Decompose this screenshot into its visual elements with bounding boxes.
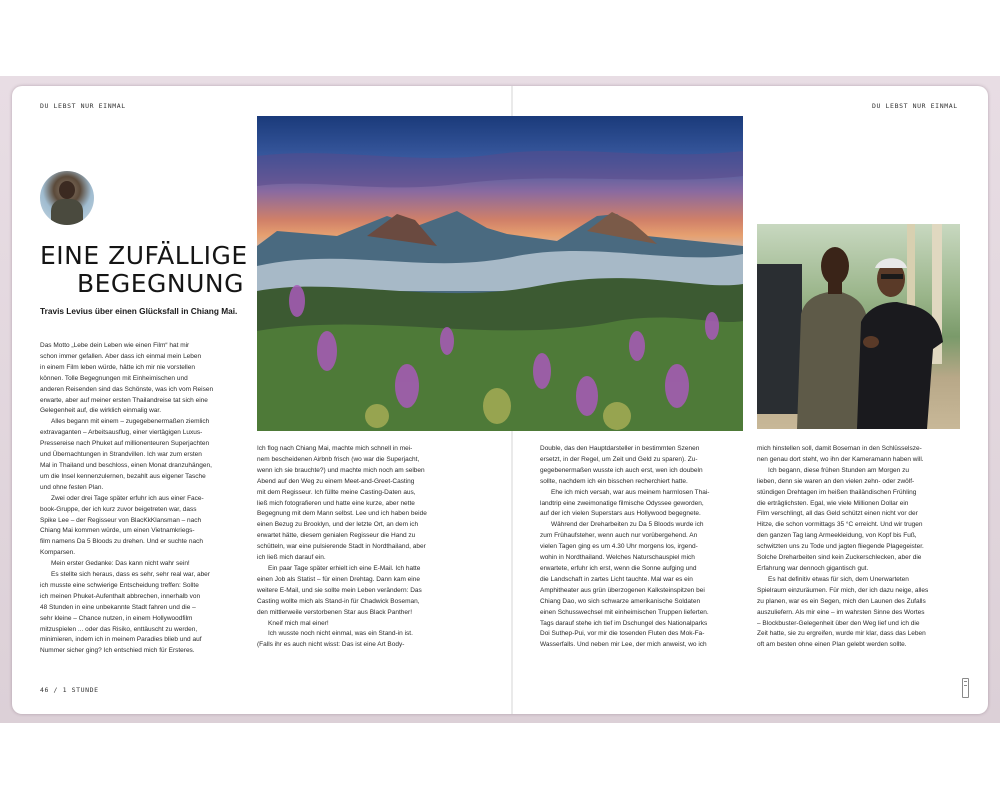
text-column-1 [40,341,243,657]
text-line: oft am besten ohne einen Plan gelebt werden sollte. [757,641,907,649]
text-line: Ich flog nach Chiang Mai, machte mich schnell in mei- [257,445,413,452]
text-line: Hitze, die schon vormittags 35 °C erreicht. Und wir trugen [757,521,923,529]
text-line: weitere E-Mail, und sie sollte mein Leben verändern: Das [257,586,422,594]
text-line: vielen Tagen ging es um 4.30 Uhr morgens los, irgend- [540,543,698,551]
text-line: Doi Suthep-Pui, vor mir die tosenden Fluten des Mok-Fa- [540,630,705,638]
text-line: stündigen Drehtagen im heißen thailändischen Frühling [757,488,917,496]
text-line: mitzuspielen ... oder das Risiko, enttäuscht zu werden, [40,625,198,633]
text-line: mich hinstellen soll, damit Boseman in den Schlüsselsze- [757,445,922,452]
text-line: erwartet hätte, diesem genialen Regisseur die Hand zu [257,532,416,540]
avatar-head-shape [59,181,75,199]
text-line: erwartete, erfuhr ich erst, wenn die Sonne aufging und [540,564,697,572]
text-line: Es stellte sich heraus, dass es sehr, sehr real war, aber [51,571,210,579]
text-line: Zeit hatte, sie zu ergreifen, wurde mir klar, dass das Leben [757,630,926,638]
text-line: Mal in Thailand und beschloss, einen Monat dranzuhängen, [40,461,212,469]
text-line: nen genau dort steht, wo ihn der Kameramann haben will. [757,455,924,463]
bookmark-icon [962,678,969,698]
text-line: wenn ich sie brauchte?) und machte mich noch am selben [257,466,425,474]
text-line: Komparsen. [40,549,76,557]
text-line: Film verschlingt, all das Geld schützt einen nicht vor der [757,510,918,518]
text-line: (Falls ihr es auch nicht wisst: Das ist eine Art Body- [257,641,405,649]
text-line: Tags darauf stehe ich tief im Dschungel des Nationalparks [540,619,708,627]
text-line: erwarte, aber auf meiner ersten Thailandreise tat sich eine [40,396,208,404]
text-line: und ohne festen Plan. [40,483,104,491]
text-line: ließ mich fotografieren und hatte eine kurze, aber nette [257,499,415,507]
text-line: Chiang Dao, wo sich schwarze amerikanische Soldaten [540,597,701,605]
text-line: sollte, nachdem ich ein bisschen recherchiert hatte. [540,477,688,485]
text-line: den ganzen Tag lang Armeekleidung, von Kopf bis Fuß, [757,532,917,540]
text-line: film namens Da 5 Bloods zu drehen. Und er suchte nach [40,538,203,546]
text-line: Ein paar Tage später erhielt ich eine E-Mail. Ich hatte [268,564,421,572]
portrait-illustration [757,224,960,429]
avatar-torso-shape [51,199,83,225]
text-line: Alles begann mit einem – zugegebenermaßen ziemlich [51,418,210,426]
text-line: Wasserfalls. Und neben mir Lee, der mich anweist, wo ich [540,641,707,649]
text-line: zu planen, war es ein Segen, mich den Launen des Zufalls [757,597,926,605]
text-line: Amphitheater aus grün überzogenen Kalksteinspitzen bei [540,586,705,594]
text-line: Während der Dreharbeiten zu Da 5 Bloods wurde ich [551,521,704,529]
text-line: Spielraum einzuräumen. Für mich, der ich dazu neige, alles [757,586,929,594]
text-line: Spike Lee – der Regisseur von BlacKkKlansman – nach [40,516,202,524]
text-line: wohin in Nordthailand. Welches Naturschauspiel mich [540,554,695,562]
text-line: lieben, denn sie waren an den vielen zehn- oder zwölf- [757,477,915,485]
text-line: in einem Film leben würde, hätte ich mir nie vorstellen [40,363,195,371]
text-line: Begegnung mit dem Mann selbst. Lee und ich haben beide [257,510,427,518]
text-line: einen Job als Statist – für einen Drehtag. Dann kam eine [257,575,420,583]
text-line: Mein erster Gedanke: Das kann nicht wahr sein! [51,560,190,568]
article-subtitle: Travis Levius über einen Glücksfall in Chiang Mai. [40,306,238,316]
text-line: anderen Reisenden sind das Schönste, was ich vom Reisen [40,385,214,393]
text-line: zum Frühaufsteher, wenn auch nur vorübergehend. An [540,532,698,540]
text-line: book-Gruppe, der ich kurz zuvor beigetreten war, dass [40,505,197,513]
text-line: minimieren, indem ich in meinem Paradies blieb und auf [40,636,202,644]
text-line: 48 Stunden in eine unbekannte Stadt fahren und die – [40,603,196,611]
text-line: extravaganten – Arbeitsausflug, einer viertägigen Luxus- [40,429,203,437]
text-line: ich musste eine schwierige Entscheidung treffen: Sollte [40,581,199,589]
page-folio: 46 / 1 STUNDE [40,686,99,694]
landscape-illustration [257,116,743,431]
text-line: Ich begann, diese frühen Stunden am Morgen zu [768,466,909,474]
text-column-2 [257,444,462,651]
text-line: schwitzten uns zu Tode und jagten fliegende Plagegeister. [757,543,924,551]
text-line: sehr kleine – Chance nutzen, in einem Hollywoodfilm [40,614,193,622]
text-line: ich meinen Phuket-Aufenthalt abbrechen, innerhalb von [40,592,201,600]
text-line: einen Schusswechsel mit einheimischen Truppen lieferten. [540,608,709,616]
text-line: um die Insel kennenzulernen, bezahlt aus eigener Tasche [40,472,206,480]
text-line: auf der ich vielen Superstars aus Hollywood begegnete. [540,510,701,518]
text-line: einen Bezug zu Brooklyn, und der letzte Ort, an dem ich [257,521,419,529]
text-line: Double, das den Hauptdarsteller in bestimmten Szenen [540,445,700,452]
article-title-line2: BEGEGNUNG [76,269,244,298]
text-line: Zwei oder drei Tage später erfuhr ich aus einer Face- [51,494,204,502]
author-avatar [40,171,94,225]
running-head-left: DU LEBST NUR EINMAL [40,102,126,110]
text-line: den mittlerweile verstorbenen Star aus Black Panther! [257,608,412,616]
article-title [40,241,248,298]
text-column-3 [540,444,745,651]
landscape-photo [257,116,743,431]
text-line: Casting wollte mich als Stand-in für Chadwick Boseman, [257,597,420,605]
text-line: schütteln, war eine pulsierende Stadt in Nordthailand, aber [257,543,426,551]
text-line: die erträglichsten. Egal, wie viele Millionen Dollar ein [757,499,909,507]
text-line: Chiang Mai kommen würde, um einen Vietnamkriegs- [40,527,195,535]
text-line: nem bescheidenen Airbnb frisch (wo war die Superjacht, [257,455,420,463]
portrait-photo [757,224,960,429]
text-line: Das Motto „Lebe dein Leben wie einen Film“ hat mir [40,342,190,349]
text-line: Pressereise nach Phuket auf millionenteuren Superjachten [40,440,210,448]
text-line: Gelegenheit auf, die wirklich einmalig war. [40,407,162,415]
text-line: Nummer sicher ging? Ich entschied mich für Ersteres. [40,647,195,655]
text-line: Solche Dreharbeiten sind kein Zuckerschlecken, aber die [757,554,922,562]
text-line: und Übernachtungen in Strandvillen. Ich war zum ersten [40,451,202,459]
text-line: die Landschaft in zartes Licht tauchte. Mal war es ein [540,575,693,583]
text-line: Kneif mich mal einer! [268,619,329,627]
text-line: ich ließ mich darauf ein. [257,554,326,562]
text-line: Es hat definitiv etwas für sich, dem Unerwarteten [768,575,909,583]
text-line: Ehe ich mich versah, war aus meinem harmlosen Thai- [551,488,710,496]
text-line: mit dem Regisseur. Ich füllte meine Casting-Daten aus, [257,488,416,496]
text-line: schon immer gefallen. Aber dass ich einmal mein Leben [40,352,202,360]
text-column-4 [757,444,962,651]
text-line: gegebenermaßen wusste ich auch erst, wen ich doubeln [540,466,703,474]
article-title-line1: EINE ZUFÄLLIGE [40,241,248,270]
text-line: können. Tolle Begegnungen mit Einheimischen und [40,374,188,382]
text-line: landtrip eine zweimonatige filmische Odyssee geworden, [540,499,704,507]
text-line: Abend auf den Weg zu einem Meet-and-Greet-Casting [257,477,415,485]
text-line: auszuliefern. Als mir eine – im wahrsten Sinne des Wortes [757,608,925,616]
text-line: Ich wusste noch nicht einmal, was ein Stand-in ist. [268,630,413,638]
text-line: Erfahrung war dennoch gigantisch gut. [757,564,869,572]
running-head-right: DU LEBST NUR EINMAL [872,102,958,110]
text-line: ersetzt, in der Regel, um Zeit und Geld zu sparen). Zu- [540,455,698,463]
text-line: – Blockbuster-Gelegenheit über den Weg lief und ich die [757,619,920,627]
